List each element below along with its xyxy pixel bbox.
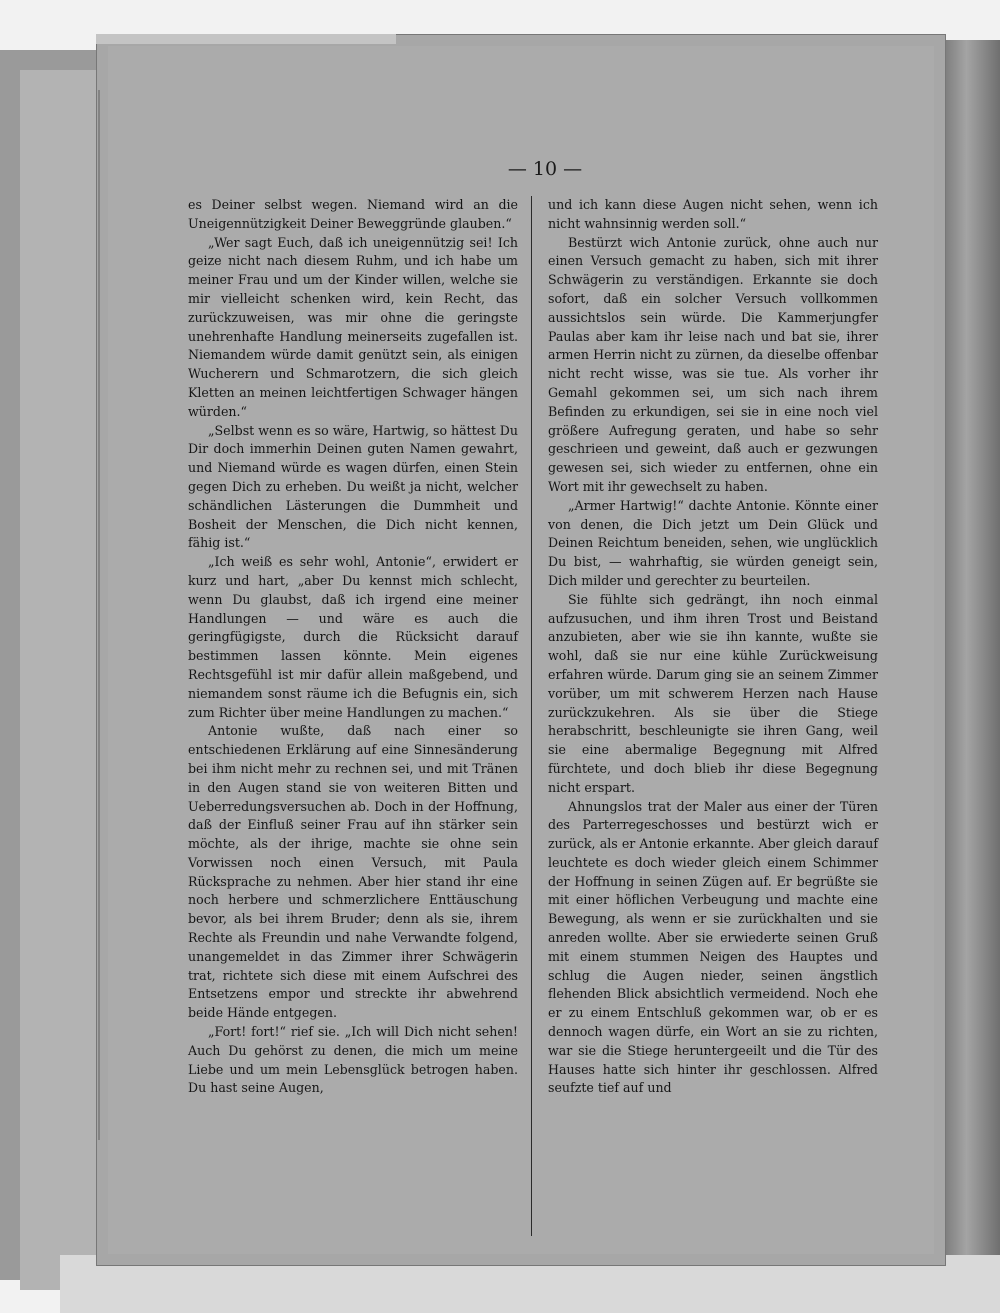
paragraph: Bestürzt wich Antonie zurück, ohne auch nur einen Versuch gemacht zu haben, sich mit ihrer Schwägerin zu verständigen. Erkannte sie doch sofort, daß ein solcher Versuch vollkommen aussichtslos sein würde. Die Kammerjungfer Paulas aber kam ihr leise nach und bat sie, ihrer armen Herrin nicht zu zürnen, da dieselbe offenbar nicht recht wisse, was sie tue. Als vorher ihr Gemahl gekommen sei, um sich nach ihrem Befinden zu erkundigen, sei sie in eine noch viel größere Aufregung geraten, und habe so sehr geschrieen und geweint, daß auch er gezwungen gewesen sei, sich wieder zu entfernen, ohne ein Wort mit ihr gewechselt zu haben.: [548, 234, 878, 494]
page-number: — 10 —: [507, 158, 583, 180]
paragraph: „Ich weiß es sehr wohl, Antonie“, erwidert er kurz und hart, „aber Du kennst mich schlecht, wenn Du glaubst, daß ich irgend eine meiner Handlungen — und wäre es auch die geringfügigste, durch die Rücksicht darauf bestimmen lassen könnte. Mein eigenes Rechtsgefühl ist mir dafür allein maßgebend, und niemandem sonst räume ich die Befugnis ein, sich zum Richter über meine Handlungen zu machen.“: [188, 554, 518, 720]
right-text-column: [548, 196, 878, 1098]
paragraph: es Deiner selbst wegen. Niemand wird an die Uneigennützigkeit Deiner Beweggründe glauben.“: [188, 197, 518, 231]
page-top-tear: [96, 34, 396, 44]
paragraph: „Armer Hartwig!“ dachte Antonie. Könnte einer von denen, die Dich jetzt um Dein Glück und Deinen Reichtum beneiden, sehen, wie unglücklich Du bist, — wahrhaftig, sie würden geneigt sein, Dich milder und gerechter zu beurteilen.: [548, 497, 878, 588]
underlying-sheet-right-edge: [944, 40, 1000, 1313]
paragraph: Antonie wußte, daß nach einer so entschiedenen Erklärung auf eine Sinnesänderung bei ihm nicht mehr zu rechnen sei, und mit Tränen in den Augen stand sie von weiteren Bitten und Ueberredungsversuchen ab. Doch in der Hoffnung, daß der Einfluß seiner Frau auf ihn stärker sein möchte, als der ihrige, machte sie ohne sein Vorwissen noch einen Versuch, mit Paula Rücksprache zu nehmen. Aber hier stand ihr eine noch herbere und schmerzlichere Enttäuschung bevor, als bei ihrem Bruder; denn als sie, ihrem Rechte als Freundin und nahe Verwandte folgend, unangemeldet in das Zimmer ihrer Schwägerin trat, richtete sich diese mit einem Aufschrei des Entsetzens empor und streckte ihr abwehrend beide Hände entgegen.: [188, 723, 518, 1021]
paragraph: „Selbst wenn es so wäre, Hartwig, so hättest Du Dir doch immerhin Deinen guten Namen gewahrt, und Niemand würde es wagen dürfen, einen Stein gegen Dich zu erheben. Du weißt ja nicht, welcher schändlichen Lästerungen die Dummheit und Bosheit der Menschen, die Dich nicht kennen, fähig ist.“: [188, 422, 518, 551]
paragraph: Sie fühlte sich gedrängt, ihn noch einmal aufzusuchen, und ihm ihren Trost und Beistand anzubieten, aber wie sie ihn kannte, wußte sie wohl, daß sie nur eine kühle Zurückweisung erfahren würde. Darum ging sie an seinem Zimmer vorüber, um mit schwerem Herzen nach Hause zurückzukehren. Als sie über die Stiege herabschritt, beschleunigte sie ihren Gang, weil sie eine abermalige Begegnung mit Alfred fürchtete, und doch blieb ihr diese Begegnung nicht erspart.: [548, 591, 878, 795]
left-text-column: [188, 196, 518, 1098]
paragraph: Ahnungslos trat der Maler aus einer der Türen des Parterregeschosses und bestürzt wich er zurück, als er Antonie erkannte. Aber gleich darauf leuchtete es doch wieder gleich einem Schimmer der Hoffnung in seinen Zügen auf. Er begrüßte sie mit einer höflichen Verbeugung und machte eine Bewegung, als wenn er sie zurückhalten und sie anreden wollte. Aber sie erwiederte seinen Gruß mit einem stummen Neigen des Hauptes und schlug die Augen nieder, seinen ängstlich flehenden Blick absichtlich vermeidend. Noch ehe er zu einem Entschluß gekommen war, ob er es dennoch wagen dürfe, ein Wort an sie zu richten, war sie die Stiege heruntergeeilt und die Tür des Hauses hatte sich hinter ihr geschlossen. Alfred seufzte tief auf und: [548, 798, 878, 1096]
column-divider: [531, 196, 532, 1236]
paragraph: „Wer sagt Euch, daß ich uneigennützig sei! Ich geize nicht nach diesem Ruhm, und ich habe um meiner Frau und um der Kinder willen, welche sie mir vielleicht schenken wird, kein Recht, das zurückzuweisen, was mir ohne die geringste unehrenhafte Handlung meinerseits zugefallen ist. Niemandem würde damit genützt sein, als einigen Wucherern und Schmarotzern, die sich gleich Kletten an meinen leichtfertigen Schwager hängen würden.“: [188, 234, 518, 419]
paragraph: „Fort! fort!“ rief sie. „Ich will Dich nicht sehen! Auch Du gehörst zu denen, die mich um meine Liebe und um mein Lebensglück betrogen haben. Du hast seine Augen,: [188, 1024, 518, 1096]
paragraph: und ich kann diese Augen nicht sehen, wenn ich nicht wahnsinnig werden soll.“: [548, 197, 878, 231]
page-crease: [98, 90, 100, 1140]
